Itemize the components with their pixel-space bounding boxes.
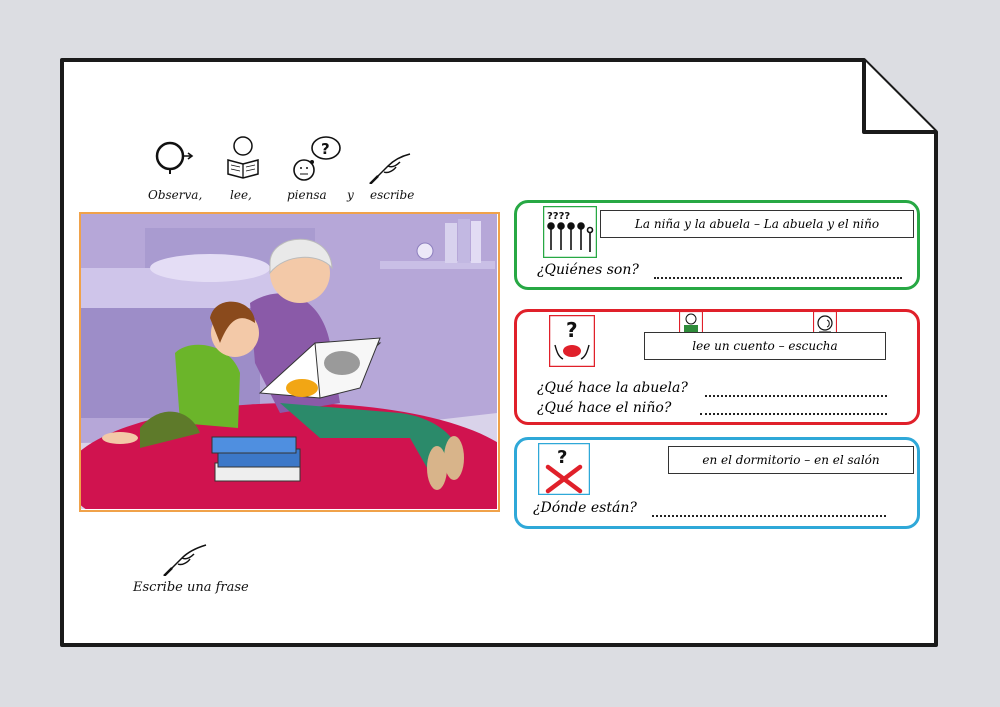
who-question: ¿Quiénes son? bbox=[537, 262, 639, 278]
eye-icon bbox=[150, 136, 196, 176]
who-options-box: La niña y la abuela – La abuela y el niño bbox=[600, 210, 914, 238]
svg-text:?: ? bbox=[566, 318, 578, 342]
illustration-frame bbox=[79, 212, 500, 512]
what-boy-question: ¿Qué hace el niño? bbox=[537, 400, 672, 416]
svg-text:????: ???? bbox=[547, 211, 571, 222]
what-grandma-answer-line[interactable] bbox=[705, 395, 887, 397]
who-people-icon bbox=[543, 206, 597, 258]
svg-text:?: ? bbox=[557, 447, 568, 468]
and-label: y bbox=[347, 188, 354, 202]
svg-text:?: ? bbox=[321, 140, 330, 158]
what-options-box: lee un cuento – escucha bbox=[644, 332, 886, 360]
where-answer-line[interactable] bbox=[652, 515, 886, 517]
thinking-child-icon bbox=[288, 132, 344, 182]
reading-child-icon bbox=[222, 134, 264, 180]
what-grandma-question: ¿Qué hace la abuela? bbox=[537, 380, 688, 396]
where-question-icon bbox=[538, 443, 590, 495]
who-answer-line[interactable] bbox=[654, 277, 902, 279]
write-sentence-label: Escribe una frase bbox=[133, 580, 249, 595]
writing-hand-icon-2 bbox=[160, 540, 210, 576]
read-label: lee, bbox=[230, 188, 252, 202]
where-options-box: en el dormitorio – en el salón bbox=[668, 446, 914, 474]
observe-label: Observa, bbox=[148, 188, 203, 202]
what-question-icon bbox=[549, 315, 595, 367]
writing-hand-icon bbox=[366, 150, 414, 184]
write-label: escribe bbox=[370, 188, 415, 202]
where-question: ¿Dónde están? bbox=[533, 500, 637, 516]
what-boy-answer-line[interactable] bbox=[700, 413, 887, 415]
think-label: piensa bbox=[287, 188, 327, 202]
